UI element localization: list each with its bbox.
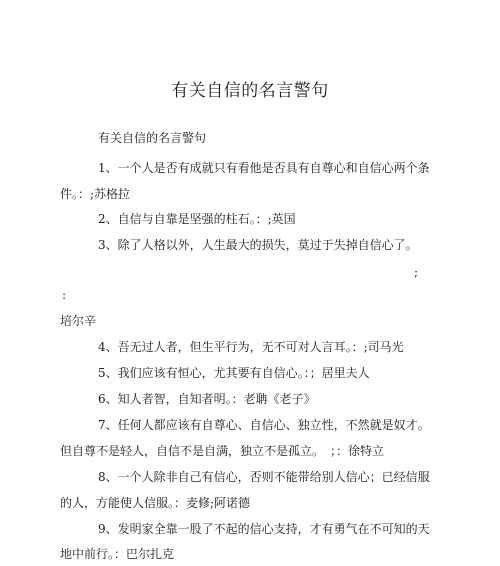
- document-subtitle: 有关自信的名言警句: [98, 131, 207, 145]
- quote-line-3: 3、除了人格以外，人生最大的损失，莫过于失掉自信心了。: [98, 238, 418, 252]
- quote-line-1b: 件。：;苏格拉: [60, 187, 131, 201]
- quote-line-8a: 8、一个人除非自己有信心，否则不能带给别人信心；已经信服: [98, 470, 430, 484]
- stray-punctuation-colon: :: [62, 288, 67, 302]
- quote-line-6: 6、知人者智，自知者明。：老聃《老子》: [98, 392, 316, 406]
- quote-line-7b: 但自尊不是轻人，自信不是自满，独立不是孤立。 ；：徐特立: [60, 444, 385, 458]
- quote-line-1a: 1、一个人是否有成就只有看他是否具有自尊心和自信心两个条: [98, 161, 430, 175]
- quote-line-9b: 地中前行。：巴尔扎克: [60, 547, 175, 561]
- stray-punctuation-semicolon: ;: [414, 265, 419, 279]
- document-title: 有关自信的名言警句: [171, 81, 329, 101]
- quote-line-5: 5、我们应该有恒心，尤其要有自信心。：；居里夫人: [98, 366, 370, 380]
- quote-line-2: 2、自信与自靠是坚强的柱石。：;英国: [98, 212, 296, 226]
- quote-line-4: 4、吾无过人者，但生平行为，无不可对人言耳。：;司马光: [98, 340, 404, 354]
- quote-line-7a: 7、任何人都应该有自尊心、自信心、独立性，不然就是奴才。: [98, 418, 430, 432]
- quote-line-8b: 的人，方能使人信服。：麦修;阿诺德: [60, 496, 251, 510]
- quote-line-3-author: 培尔辛: [60, 314, 97, 328]
- quote-line-9a: 9、发明家全靠一股了不起的信心支持，才有勇气在不可知的天: [98, 522, 430, 536]
